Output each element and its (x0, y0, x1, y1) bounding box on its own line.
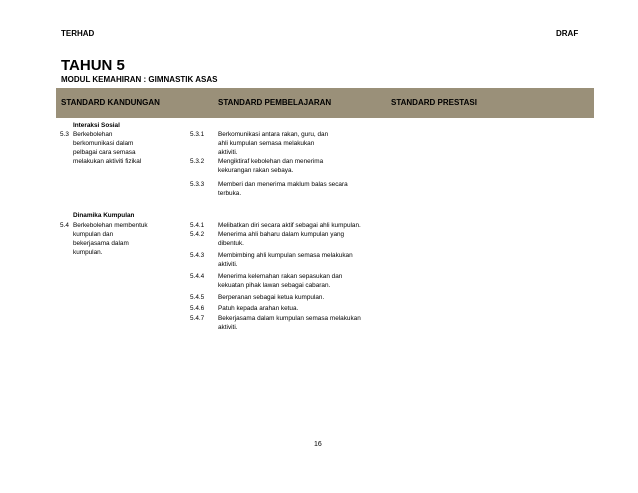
content-line: melakukan aktiviti fizikal (73, 158, 142, 165)
section-number: 5.3 (60, 131, 69, 138)
item-text: Bekerjasama dalam kumpulan semasa melakukan (218, 315, 361, 322)
item-text: Menerima kelemahan rakan sepasukan dan (218, 273, 343, 280)
content-line: pelbagai cara semasa (73, 149, 136, 156)
content-line: Berkebolehan (73, 131, 113, 138)
item-text: Mengiktiraf kebolehan dan menerima (218, 158, 324, 165)
item-text: Berkomunikasi antara rakan, guru, dan (218, 131, 329, 138)
item-code: 5.4.2 (190, 231, 205, 238)
column-header-performance-standard: STANDARD PRESTASI (391, 98, 477, 107)
item-code: 5.4.7 (190, 315, 205, 322)
item-code: 5.3.2 (190, 158, 205, 165)
page-number: 16 (314, 441, 322, 448)
content-line: Berkebolehan membentuk (73, 222, 148, 229)
item-text: ahli kumpulan semasa melakukan (218, 140, 315, 147)
item-text: Membimbing ahli kumpulan semasa melakukan (218, 252, 353, 259)
item-code: 5.4.4 (190, 273, 205, 280)
item-code: 5.3.1 (190, 131, 205, 138)
item-text: dibentuk. (218, 240, 244, 247)
item-code: 5.3.3 (190, 181, 205, 188)
item-text: kekuatan pihak lawan sebagai cabaran. (218, 282, 331, 289)
item-text: Menerima ahli baharu dalam kumpulan yang (218, 231, 345, 238)
table-header-row (56, 88, 594, 118)
item-code: 5.4.1 (190, 222, 205, 229)
item-text: terbuka. (218, 190, 242, 197)
header-status: DRAF (556, 29, 579, 38)
item-code: 5.4.3 (190, 252, 205, 259)
header-classification: TERHAD (61, 29, 95, 38)
item-text: aktiviti. (218, 324, 238, 331)
item-text: Patuh kepada arahan ketua. (218, 305, 299, 312)
item-text: kekurangan rakan sebaya. (218, 167, 294, 174)
item-text: Melibatkan diri secara aktif sebagai ahli kumpulan. (218, 222, 361, 229)
column-header-content-standard: STANDARD KANDUNGAN (61, 98, 160, 107)
column-header-learning-standard: STANDARD PEMBELAJARAN (218, 98, 332, 107)
module-subtitle: MODUL KEMAHIRAN : GIMNASTIK ASAS (61, 75, 218, 84)
item-text: Memberi dan menerima maklum balas secara (218, 181, 348, 188)
content-line: bekerjasama dalam (73, 240, 129, 247)
content-line: kumpulan. (73, 249, 103, 256)
item-code: 5.4.6 (190, 305, 205, 312)
item-text: aktiviti. (218, 261, 238, 268)
section-number: 5.4 (60, 222, 69, 229)
section-heading: Interaksi Sosial (73, 122, 120, 129)
item-text: aktiviti. (218, 149, 238, 156)
item-text: Berperanan sebagai ketua kumpulan. (218, 294, 325, 301)
section-heading: Dinamika Kumpulan (73, 212, 135, 219)
content-line: berkomunikasi dalam (73, 140, 134, 147)
page-title: TAHUN 5 (61, 57, 125, 74)
item-code: 5.4.5 (190, 294, 205, 301)
content-line: kumpulan dan (73, 231, 114, 238)
